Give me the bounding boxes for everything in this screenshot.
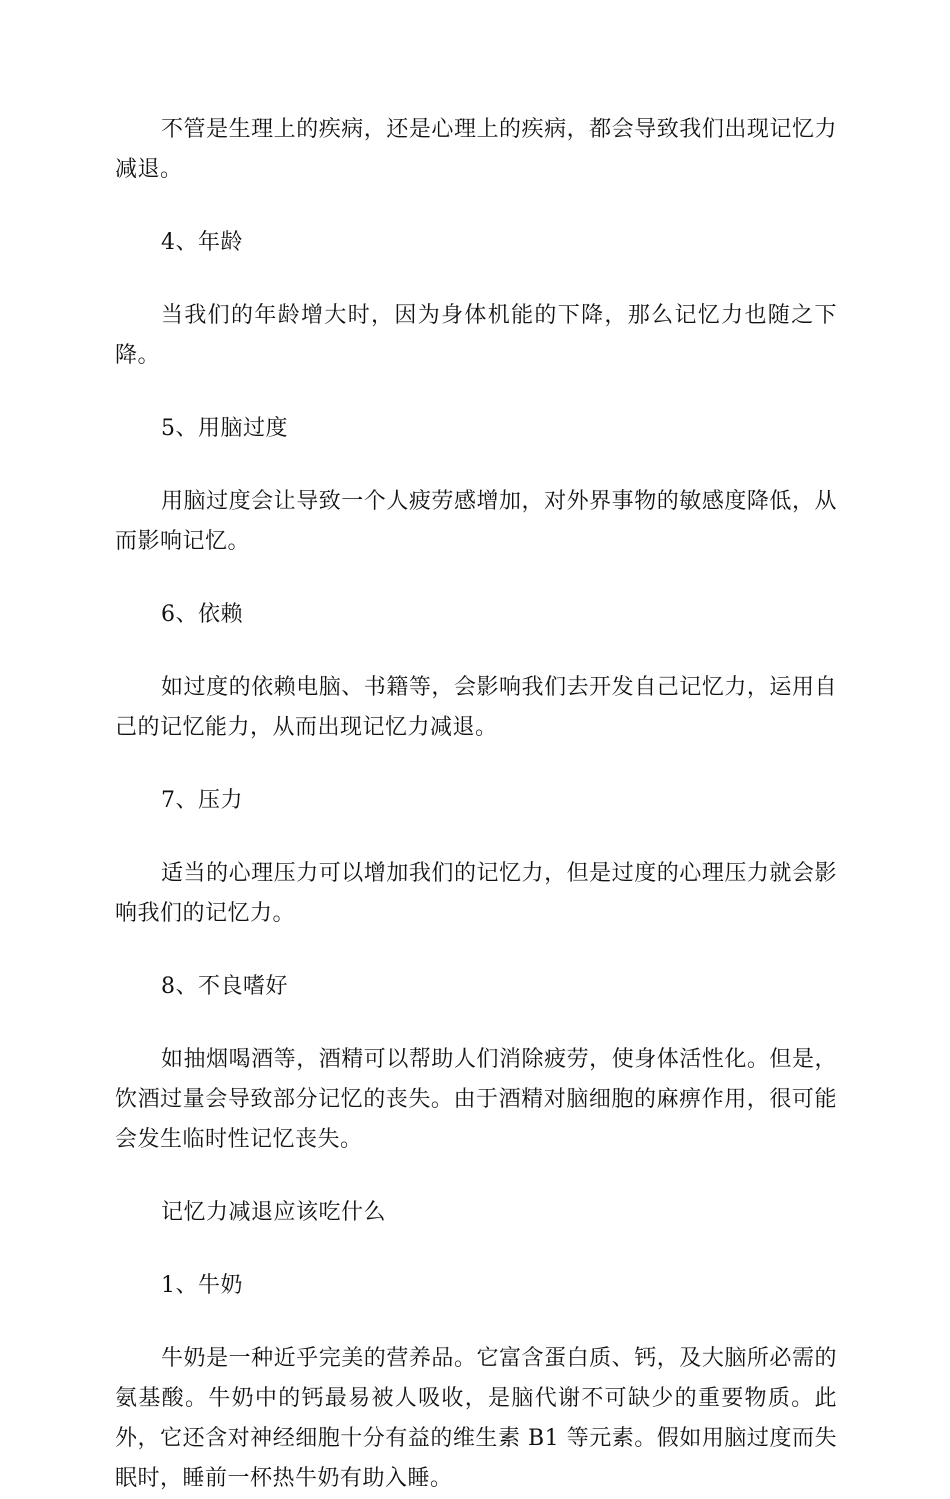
- spacer: [115, 1233, 837, 1266]
- spacer: [115, 376, 837, 409]
- spacer: [115, 635, 837, 668]
- heading-milk: 1、牛奶: [161, 1273, 243, 1298]
- heading-dependence: 6、依赖: [161, 602, 243, 627]
- paragraph-age: 当我们的年龄增大时，因为身体机能的下降，那么记忆力也随之下降。: [115, 303, 837, 368]
- paragraph-pressure: 适当的心理压力可以增加我们的记忆力，但是过度的心理压力就会影响我们的记忆力。: [115, 861, 837, 926]
- paragraph-dependence: 如过度的依赖电脑、书籍等，会影响我们去开发自己记忆力，运用自己的记忆能力，从而出现记忆力减退。: [115, 675, 837, 740]
- spacer: [115, 1160, 837, 1193]
- heading-overuse: 5、用脑过度: [161, 416, 288, 441]
- paragraph-overuse: 用脑过度会让导致一个人疲劳感增加，对外界事物的敏感度降低，从而影响记忆。: [115, 489, 837, 554]
- section-title-what-to-eat: 记忆力减退应该吃什么: [161, 1200, 387, 1225]
- paragraph-milk: 牛奶是一种近乎完美的营养品。它富含蛋白质、钙，及大脑所必需的氨基酸。牛奶中的钙最易被人吸收，是脑代谢不可缺少的重要物质。此外，它还含对神经细胞十分有益的维生素 B1 等元素。假如用脑过度而失眠时，睡前一杯热牛奶有助入睡。: [115, 1346, 837, 1491]
- spacer: [115, 190, 837, 223]
- document-page: [115, 110, 837, 1499]
- spacer: [115, 263, 837, 296]
- spacer: [115, 1306, 837, 1339]
- spacer: [115, 562, 837, 595]
- spacer: [115, 934, 837, 967]
- spacer: [115, 748, 837, 781]
- heading-bad-habits: 8、不良嗜好: [161, 974, 288, 999]
- heading-pressure: 7、压力: [161, 788, 243, 813]
- spacer: [115, 821, 837, 854]
- spacer: [115, 449, 837, 482]
- heading-age: 4、年龄: [161, 230, 243, 255]
- paragraph-bad-habits: 如抽烟喝酒等，酒精可以帮助人们消除疲劳，使身体活性化。但是，饮酒过量会导致部分记忆的丧失。由于酒精对脑细胞的麻痹作用，很可能会发生临时性记忆丧失。: [115, 1047, 837, 1152]
- paragraph-illness: 不管是生理上的疾病，还是心理上的疾病，都会导致我们出现记忆力减退。: [115, 117, 837, 182]
- spacer: [115, 1007, 837, 1040]
